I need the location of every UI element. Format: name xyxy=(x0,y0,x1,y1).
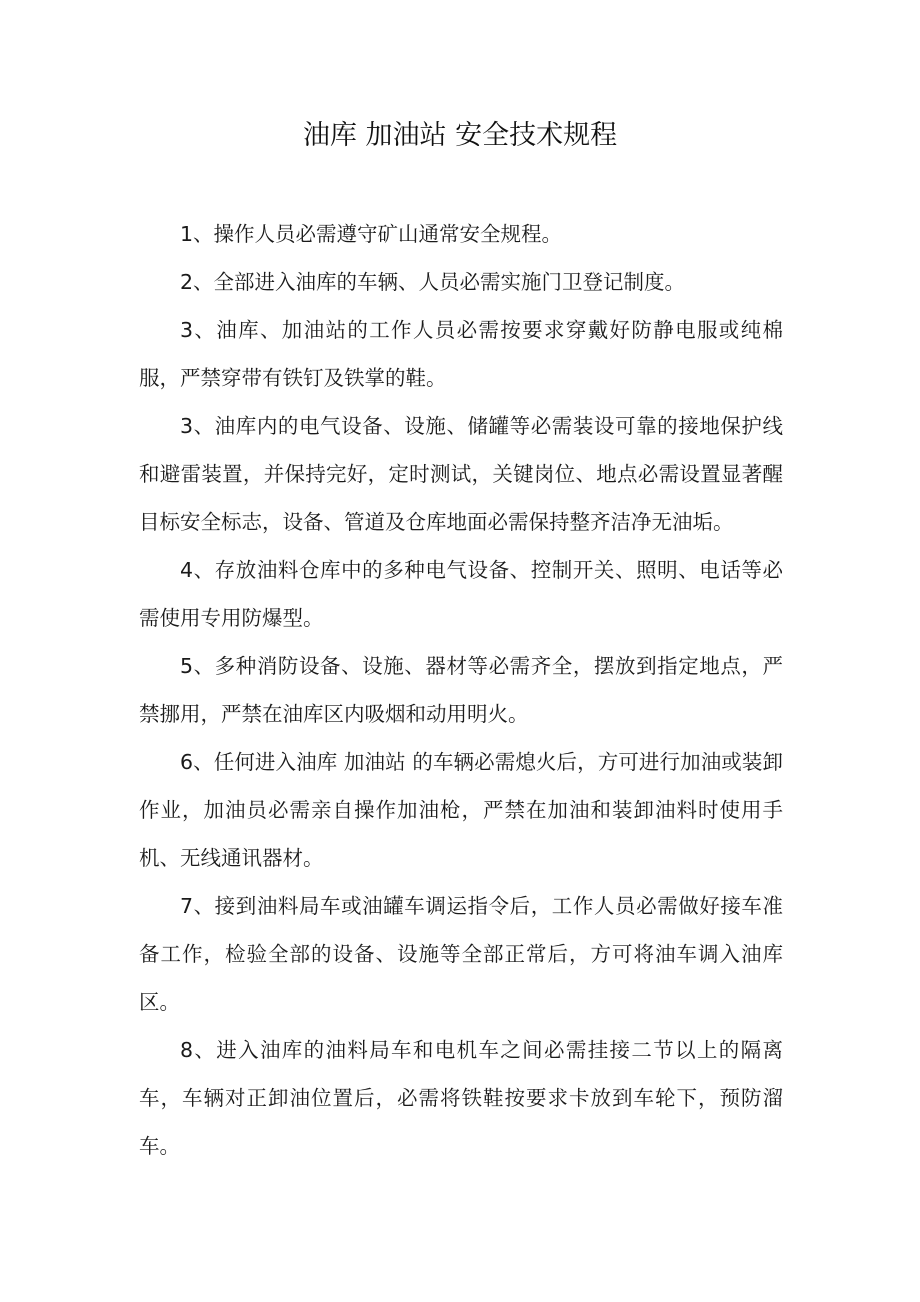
document-title: 油库 加油站 安全技术规程 xyxy=(302,120,618,151)
document-body xyxy=(139,210,783,1170)
paragraph-8: 7、接到油料局车或油罐车调运指令后，工作人员必需做好接车准备工作，检验全部的设备、设施等全部正常后，方可将油车调入油库区。 xyxy=(139,894,783,1014)
paragraph-5: 4、存放油料仓库中的多种电气设备、控制开关、照明、电话等必需使用专用防爆型。 xyxy=(139,558,783,630)
paragraph-7: 6、任何进入油库 加油站 的车辆必需熄火后，方可进行加油或装卸作业，加油员必需亲自操作加油枪，严禁在加油和装卸油料时使用手机、无线通讯器材。 xyxy=(139,750,783,870)
paragraph-1: 1、操作人员必需遵守矿山通常安全规程。 xyxy=(180,222,563,246)
paragraph-4: 3、油库内的电气设备、设施、储罐等必需装设可靠的接地保护线和避雷装置，并保持完好，定时测试，关键岗位、地点必需设置显著醒目标安全标志，设备、管道及仓库地面必需保持整齐洁净无油垢。 xyxy=(139,414,783,534)
paragraph-9: 8、进入油库的油料局车和电机车之间必需挂接二节以上的隔离车，车辆对正卸油位置后，必需将铁鞋按要求卡放到车轮下，预防溜车。 xyxy=(139,1038,783,1158)
paragraph-2: 2、全部进入油库的车辆、人员必需实施门卫登记制度。 xyxy=(180,270,686,294)
paragraph-6: 5、多种消防设备、设施、器材等必需齐全，摆放到指定地点，严禁挪用，严禁在油库区内吸烟和动用明火。 xyxy=(139,654,783,726)
paragraph-3: 3、油库、加油站的工作人员必需按要求穿戴好防静电服或纯棉服，严禁穿带有铁钉及铁掌的鞋。 xyxy=(139,318,783,390)
